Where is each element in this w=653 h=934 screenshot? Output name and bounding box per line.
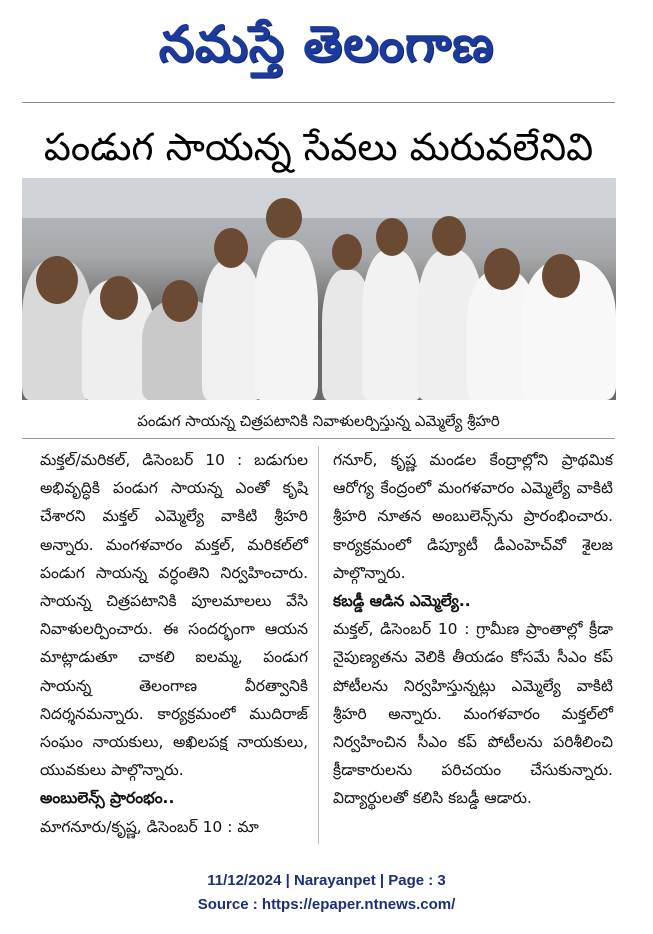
photo-head <box>376 218 408 256</box>
photo-caption: పండుగ సాయన్న చిత్రపటానికి నివాళులర్పిస్తున్న ఎమ్మెల్యే శ్రీహరి <box>22 404 615 439</box>
photo-head <box>162 280 198 322</box>
photo-head <box>332 234 362 270</box>
column-divider <box>318 446 319 844</box>
article-paragraph: గనూర్‌, కృష్ణ మండల కేంద్రాల్లోని ప్రాథమిక ఆరోగ్య కేంద్రంలో మంగళవారం ఎమ్మెల్యే వాకిటి శ్రీహరి నూతన అంబులెన్స్‌ను ప్రారంభించారు. కార్యక్రమంలో డిప్యూటీ డీఎంహెచ్‌వో శైలజ పాల్గొన్నారు. <box>333 451 613 582</box>
article-column-left <box>40 446 308 841</box>
article-photo <box>22 178 616 400</box>
photo-head <box>100 276 138 320</box>
photo-head <box>36 256 78 304</box>
photo-head <box>266 198 302 238</box>
photo-person <box>362 250 422 400</box>
masthead <box>0 0 653 100</box>
article-paragraph: మక్తల్‌, డిసెంబర్‌ 10 : గ్రామీణ ప్రాంతాల్లో క్రీడా నైపుణ్యతను వెలికి తీయడం కోసమే సీఎం కప్‌ పోటీలను నిర్వహిస్తున్నట్లు ఎమ్మెల్యే వాకిటి శ్రీహరి అన్నారు. మంగళవారం మక్తల్‌లో నిర్వహించిన సీఎం కప్‌ పోటీలను పరిశీలించి క్రీడాకారులను పరిచయం చేసుకున్నారు. విద్యార్థులతో కలిసి కబడ్డీ ఆడారు. <box>333 620 613 808</box>
subheading: కబడ్డీ ఆడిన ఎమ్మెల్యే.. <box>333 592 471 611</box>
footer-date-page: 11/12/2024 | Narayanpet | Page : 3 <box>207 872 446 889</box>
photo-head <box>432 216 466 256</box>
article-column-right <box>333 446 613 813</box>
masthead-divider <box>22 102 615 103</box>
subheading: అంబులెన్స్‌ ప్రారంభం.. <box>40 789 175 808</box>
footer-source: Source : https://epaper.ntnews.com/ <box>197 896 456 913</box>
newspaper-logo: నమస్తే తెలంగాణ <box>158 14 495 73</box>
article-paragraph: మక్తల్‌/మరికల్‌, డిసెంబర్‌ 10 : బడుగుల అభివృద్ధికి పండుగ సాయన్న ఎంతో కృషి చేశారని మక్తల్‌ ఎమ్మెల్యే వాకిటి శ్రీహరి అన్నారు. మంగళవారం మక్తల్‌, మరికల్‌లో పండుగ సాయన్న వర్ధంతిని నిర్వహించారు. సాయన్న చిత్రపటానికి పూలమాలలు వేసి నివాళులర్పించారు. ఈ సందర్భంగా ఆయన మాట్లాడుతూ చాకలి ఐలమ్మ, పండుగ సాయన్న తెలంగాణ వీరత్వానికి నిదర్శనమన్నారు. కార్యక్రమంలో ముదిరాజ్‌ సంఘం నాయకులు, అఖిలపక్ష నాయకులు, యువకులు పాల్గొన్నారు. <box>40 451 308 780</box>
photo-sky <box>22 178 616 218</box>
photo-person <box>202 260 262 400</box>
article-paragraph: మాగనూరు/కృష్ణ, డిసెంబర్‌ 10 : మా <box>40 817 259 836</box>
photo-person <box>254 240 318 400</box>
photo-head <box>542 254 580 298</box>
article-headline: పండుగ సాయన్న సేవలు మరువలేనివి <box>43 125 594 169</box>
photo-head <box>484 248 520 290</box>
photo-head <box>214 228 248 268</box>
